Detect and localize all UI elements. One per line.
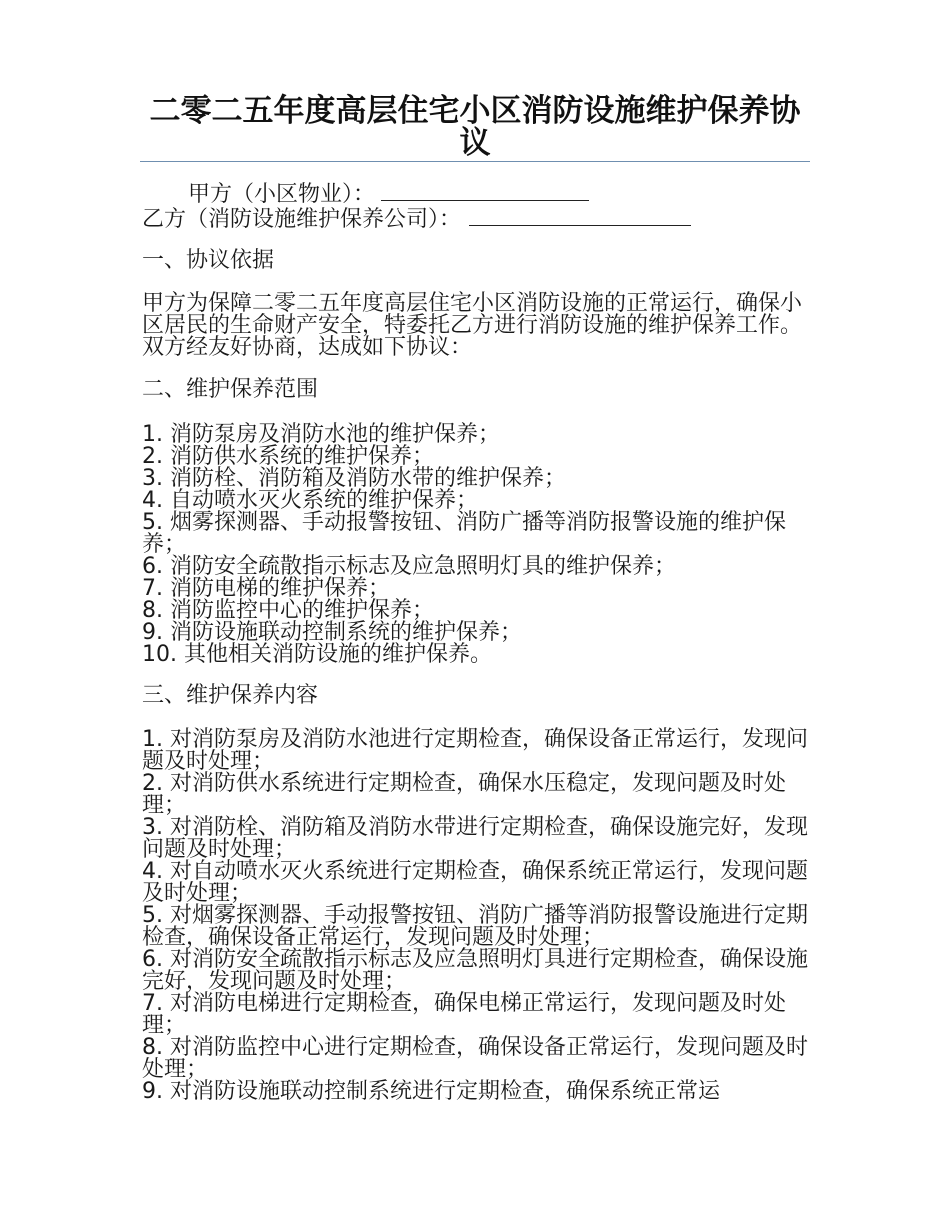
list-item: 10. 其他相关消防设施的维护保养。 (142, 642, 492, 667)
party-b-line (142, 207, 691, 232)
party-b-label: 乙方（消防设施维护保养公司）： (142, 207, 462, 232)
title-underline (140, 161, 810, 162)
section1-heading: 一、协议依据 (142, 248, 275, 273)
list-item: 3. 消防栓、消防箱及消防水带的维护保养； (142, 466, 566, 491)
party-a-blank (381, 182, 589, 201)
list-item: 8. 对消防监控中心进行定期检查，确保设备正常运行，发现问题及时处理； (142, 1035, 808, 1082)
list-item: 6. 对消防安全疏散指示标志及应急照明灯具进行定期检查，确保设施完好，发现问题及时处理； (142, 947, 808, 994)
list-item: 4. 对自动喷水灭火系统进行定期检查，确保系统正常运行，发现问题及时处理； (142, 859, 808, 906)
section2-heading: 二、维护保养范围 (142, 377, 319, 402)
list-item: 7. 对消防电梯进行定期检查，确保电梯正常运行，发现问题及时处理； (142, 991, 786, 1038)
list-item: 7. 消防电梯的维护保养； (142, 576, 390, 601)
section2-list (142, 424, 814, 666)
list-item: 6. 消防安全疏散指示标志及应急照明灯具的维护保养； (142, 554, 676, 579)
list-item: 8. 消防监控中心的维护保养； (142, 598, 434, 623)
list-item: 3. 对消防栓、消防箱及消防水带进行定期检查，确保设施完好，发现问题及时处理； (142, 815, 808, 862)
list-item: 2. 对消防供水系统进行定期检查，确保水压稳定，发现问题及时处理； (142, 771, 786, 818)
list-item: 5. 烟雾探测器、手动报警按钮、消防广播等消防报警设施的维护保养； (142, 510, 786, 557)
list-item: 1. 消防泵房及消防水池的维护保养； (142, 422, 500, 447)
party-a-label: 甲方（小区物业）： (188, 182, 376, 207)
section1-paragraph: 甲方为保障二零二五年度高层住宅小区消防设施的正常运行，确保小区居民的生命财产安全，特委托乙方进行消防设施的维护保养工作。双方经友好协商，达成如下协议： (142, 291, 803, 360)
list-item: 9. 对消防设施联动控制系统进行定期检查，确保系统正常运 (142, 1079, 720, 1104)
section3-list (142, 729, 814, 1103)
list-item: 5. 对烟雾探测器、手动报警按钮、消防广播等消防报警设施进行定期检查，确保设备正常运行，发现问题及时处理； (142, 903, 808, 950)
party-a-line (188, 182, 589, 207)
document-title: 二零二五年度高层住宅小区消防设施维护保养协议 (149, 93, 801, 161)
section3-heading: 三、维护保养内容 (142, 683, 319, 708)
list-item: 1. 对消防泵房及消防水池进行定期检查，确保设备正常运行，发现问题及时处理； (142, 727, 808, 774)
list-item: 4. 自动喷水灭火系统的维护保养； (142, 488, 478, 513)
party-b-blank (469, 207, 691, 226)
list-item: 9. 消防设施联动控制系统的维护保养； (142, 620, 522, 645)
list-item: 2. 消防供水系统的维护保养； (142, 444, 434, 469)
